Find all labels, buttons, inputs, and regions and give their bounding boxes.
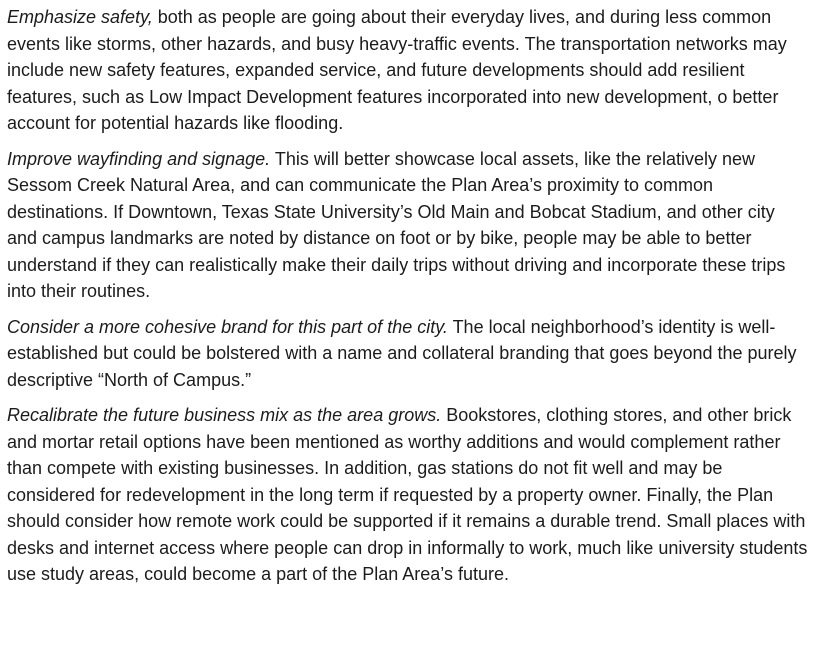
paragraph-brand [7, 314, 808, 394]
paragraph-lead: Consider a more cohesive brand for this part of the city. [7, 316, 448, 337]
paragraph-text: Bookstores, clothing stores, and other brick and mortar retail options have been mentioned as worthy additions and would complement rather than compete with existing businesses. In addition, gas stations do not fit well and may be considered for redevelopment in the long term if requested by a property owner. Finally, the Plan should consider how remote work could be supported if it remains a durable trend. Small places with desks and internet access where people can drop in informally to work, much like university students use study areas, could become a part of the Plan Area’s future. [7, 405, 808, 584]
paragraph-text: both as people are going about their everyday lives, and during less common events like storms, other hazards, and busy heavy-traffic events. The transportation networks may include new safety features, expanded service, and future developments should add resilient features, such as Low Impact Development features incorporated into new development, o better account for potential hazards like flooding. [7, 7, 787, 133]
paragraph-business-mix [7, 402, 808, 588]
paragraph-lead: Improve wayfinding and signage. [7, 148, 271, 169]
paragraph-safety [7, 4, 808, 137]
paragraph-text: This will better showcase local assets, like the relatively new Sessom Creek Natural Area, and can communicate the Plan Area’s proximity to common destinations. If Downtown, Texas State University’s Old Main and Bobcat Stadium, and other city and campus landmarks are noted by distance on foot or by bike, people may be able to better understand if they can realistically make their daily trips without driving and incorporate these trips into their routines. [7, 148, 786, 301]
paragraph-wayfinding [7, 146, 808, 305]
paragraph-lead: Recalibrate the future business mix as the area grows. [7, 405, 442, 425]
document-body [7, 4, 808, 588]
paragraph-lead: Emphasize safety, [7, 7, 153, 27]
paragraph-text: The local neighborhood’s identity is well-established but could be bolstered with a name and collateral branding that goes beyond the purely descriptive “North of Campus.” [7, 316, 797, 390]
